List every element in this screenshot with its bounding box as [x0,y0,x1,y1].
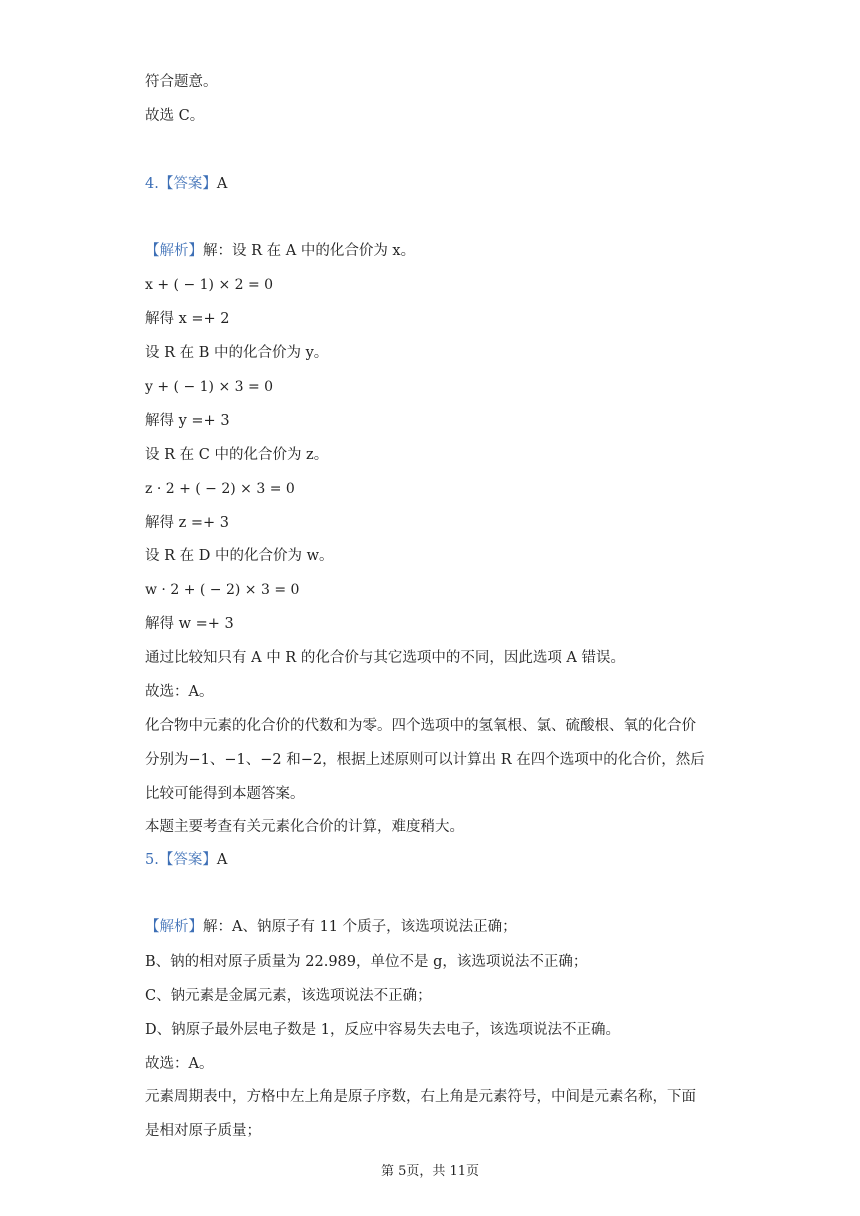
text-line: 故选：A。 [145,684,214,700]
answer-value: A [216,852,228,868]
text-line: 故选：A。 [145,1056,214,1072]
equation: x + ( − 1) × 2 = 0 [145,277,274,293]
text-line: 比较可能得到本题答案。 [145,786,305,802]
text-line: 是相对原子质量； [145,1123,261,1139]
text-line: 通过比较知只有 A 中 R 的化合价与其它选项中的不同，因此选项 A 错误。 [145,650,626,666]
analysis-text: 解：设 R 在 A 中的化合价为 x。 [203,243,416,259]
text-line: 故选 C。 [145,108,205,124]
text-line: 解得 y =+ 3 [145,413,230,429]
text-line: D、钠原子最外层电子数是 1，反应中容易失去电子，该选项说法不正确。 [145,1022,620,1038]
text-line: 设 R 在 D 中的化合价为 w。 [145,548,334,564]
text-line: 本题主要考查有关元素化合价的计算，难度稍大。 [145,819,464,835]
analysis-tag: 【解析】 [145,243,203,259]
page-footer: 第 5页，共 11页 [380,1164,480,1179]
text-line: 分别为−1、−1、−2 和−2，根据上述原则可以计算出 R 在四个选项中的化合价，然后 [145,752,705,768]
text-line: 解得 w =+ 3 [145,616,234,632]
text-line: B、钠的相对原子质量为 22.989，单位不是 g，该选项说法不正确； [145,954,588,970]
text-line: 设 R 在 B 中的化合价为 y。 [145,345,329,361]
equation: y + ( − 1) × 3 = 0 [145,379,274,395]
text-line: 元素周期表中，方格中左上角是原子序数，右上角是元素符号，中间是元素名称，下面 [145,1089,696,1105]
question-number: 4. [145,176,159,192]
answer-tag: 【答案】 [158,176,217,192]
equation: z · 2 + ( − 2) × 3 = 0 [145,481,295,497]
equation: w · 2 + ( − 2) × 3 = 0 [145,582,300,598]
answer-value: A [216,176,228,192]
text-line: 化合物中元素的化合价的代数和为零。四个选项中的氢氧根、氯、硫酸根、氧的化合价 [145,718,696,734]
answer-heading-5 [145,850,227,870]
analysis-tag: 【解析】 [145,919,203,935]
text-line: 符合题意。 [145,74,218,90]
answer-tag: 【答案】 [158,852,217,868]
text-line: 设 R 在 C 中的化合价为 z。 [145,447,329,463]
analysis-line [145,241,415,261]
text-line: 解得 x =+ 2 [145,311,230,327]
analysis-line [145,917,517,937]
text-line: C、钠元素是金属元素，该选项说法不正确； [145,988,432,1004]
analysis-text: 解：A、钠原子有 11 个质子，该选项说法正确； [203,919,517,935]
answer-heading-4 [145,174,227,194]
question-number: 5. [145,852,159,868]
text-line: 解得 z =+ 3 [145,515,229,531]
